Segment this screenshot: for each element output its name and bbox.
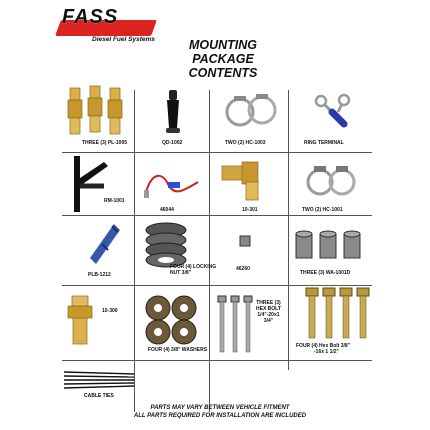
fuse-wire-image (142, 162, 204, 202)
short-bolt-icon (231, 296, 239, 352)
title-line-3: CONTENTS (188, 66, 258, 80)
hexbolt-long-line-1: FOUR (4) Hex Bolt 3/8" (296, 343, 351, 349)
label-10-301: 10-301 (242, 207, 258, 213)
long-hex-bolts-image (302, 286, 374, 342)
label-wa-1001d: THREE (3) WA-1001D (300, 270, 351, 276)
grid-line (62, 360, 372, 361)
long-bolt-icon (340, 288, 352, 338)
qd-1002-valve-image (158, 88, 188, 138)
grid-line (62, 152, 372, 153)
label-hc-1001: TWO (2) HC-1001 (302, 207, 343, 213)
label-hc-1003: TWO (2) HC-1003 (225, 140, 266, 146)
brass-fitting-icon (108, 88, 122, 134)
label-plb-1212: PLB-1212 (88, 272, 111, 278)
washers-image (138, 292, 206, 348)
label-hex-bolt-long (296, 343, 350, 355)
straight-fitting-image (64, 292, 98, 352)
locking-nuts-image (142, 218, 192, 270)
grid-line (62, 215, 372, 216)
logo-tagline: Diesel Fuel Systems (92, 36, 155, 43)
label-46260: 46260 (236, 266, 250, 272)
ring-terminal-image (312, 92, 354, 134)
locking-nut-line-2: NUT 3/8" (170, 270, 191, 276)
plb-1212-fitting-image (84, 220, 124, 270)
brass-fitting-icon (68, 88, 82, 134)
label-46044: 46044 (160, 207, 174, 213)
label-qd-1002: QD-1002 (162, 140, 183, 146)
hc-1003-clamps-image (222, 90, 280, 134)
logo-text: FASS (62, 6, 119, 28)
label-washers: FOUR (4) 3/8" WASHERS (148, 347, 208, 353)
label-10-300: 10-300 (102, 308, 118, 314)
label-hex-bolt-short (256, 300, 281, 324)
label-rm-1001: RM-1001 (104, 198, 125, 204)
grid-line (288, 90, 289, 370)
hexbolt-short-line-1: THREE (3) (256, 300, 281, 306)
footer-note (80, 404, 360, 420)
elbow-fitting-image (218, 156, 278, 206)
title-line-2: PACKAGE (192, 52, 254, 66)
pl-1005-fittings-image (64, 84, 134, 146)
short-hex-bolts-image (214, 294, 258, 356)
hc-1001-clamps-image (302, 160, 364, 200)
long-bolt-icon (306, 288, 318, 338)
hexbolt-long-line-2: -16x 1 1/2" (314, 349, 339, 355)
hexbolt-short-line-4: 3/4" (263, 318, 274, 324)
long-bolt-icon (357, 288, 369, 338)
title-line-1: MOUNTING (188, 38, 258, 52)
footer-line-2: ALL PARTS REQUIRED FOR INSTALLATION ARE INCLUDED (133, 413, 307, 419)
short-bolt-icon (218, 296, 226, 352)
locking-nut-line-1: FOUR (4) LOCKING (170, 264, 217, 270)
hexbolt-short-line-2: HEX BOLT (256, 306, 281, 312)
small-nut-image (238, 234, 252, 248)
short-bolt-icon (244, 296, 252, 352)
grid-line (134, 90, 135, 412)
wa-1001d-spacers-image (292, 228, 370, 264)
label-ring-terminal: RING TERMINAL (304, 140, 344, 146)
label-pl-1005: THREE (3) PL-1005 (82, 140, 128, 146)
brass-fitting-icon (88, 86, 102, 132)
fass-logo (58, 6, 158, 46)
hexbolt-short-line-3: 1/4"-20x1 (257, 312, 280, 318)
grid-line (209, 90, 210, 412)
long-bolt-icon (323, 288, 335, 338)
label-cable-ties: CABLE TIES (84, 393, 114, 399)
footer-line-1: PARTS MAY VARY BETWEEN VEHICLE FITMENT (150, 405, 290, 411)
label-locking-nut (170, 264, 216, 276)
page-title (158, 38, 288, 80)
cable-ties-image (62, 368, 138, 392)
